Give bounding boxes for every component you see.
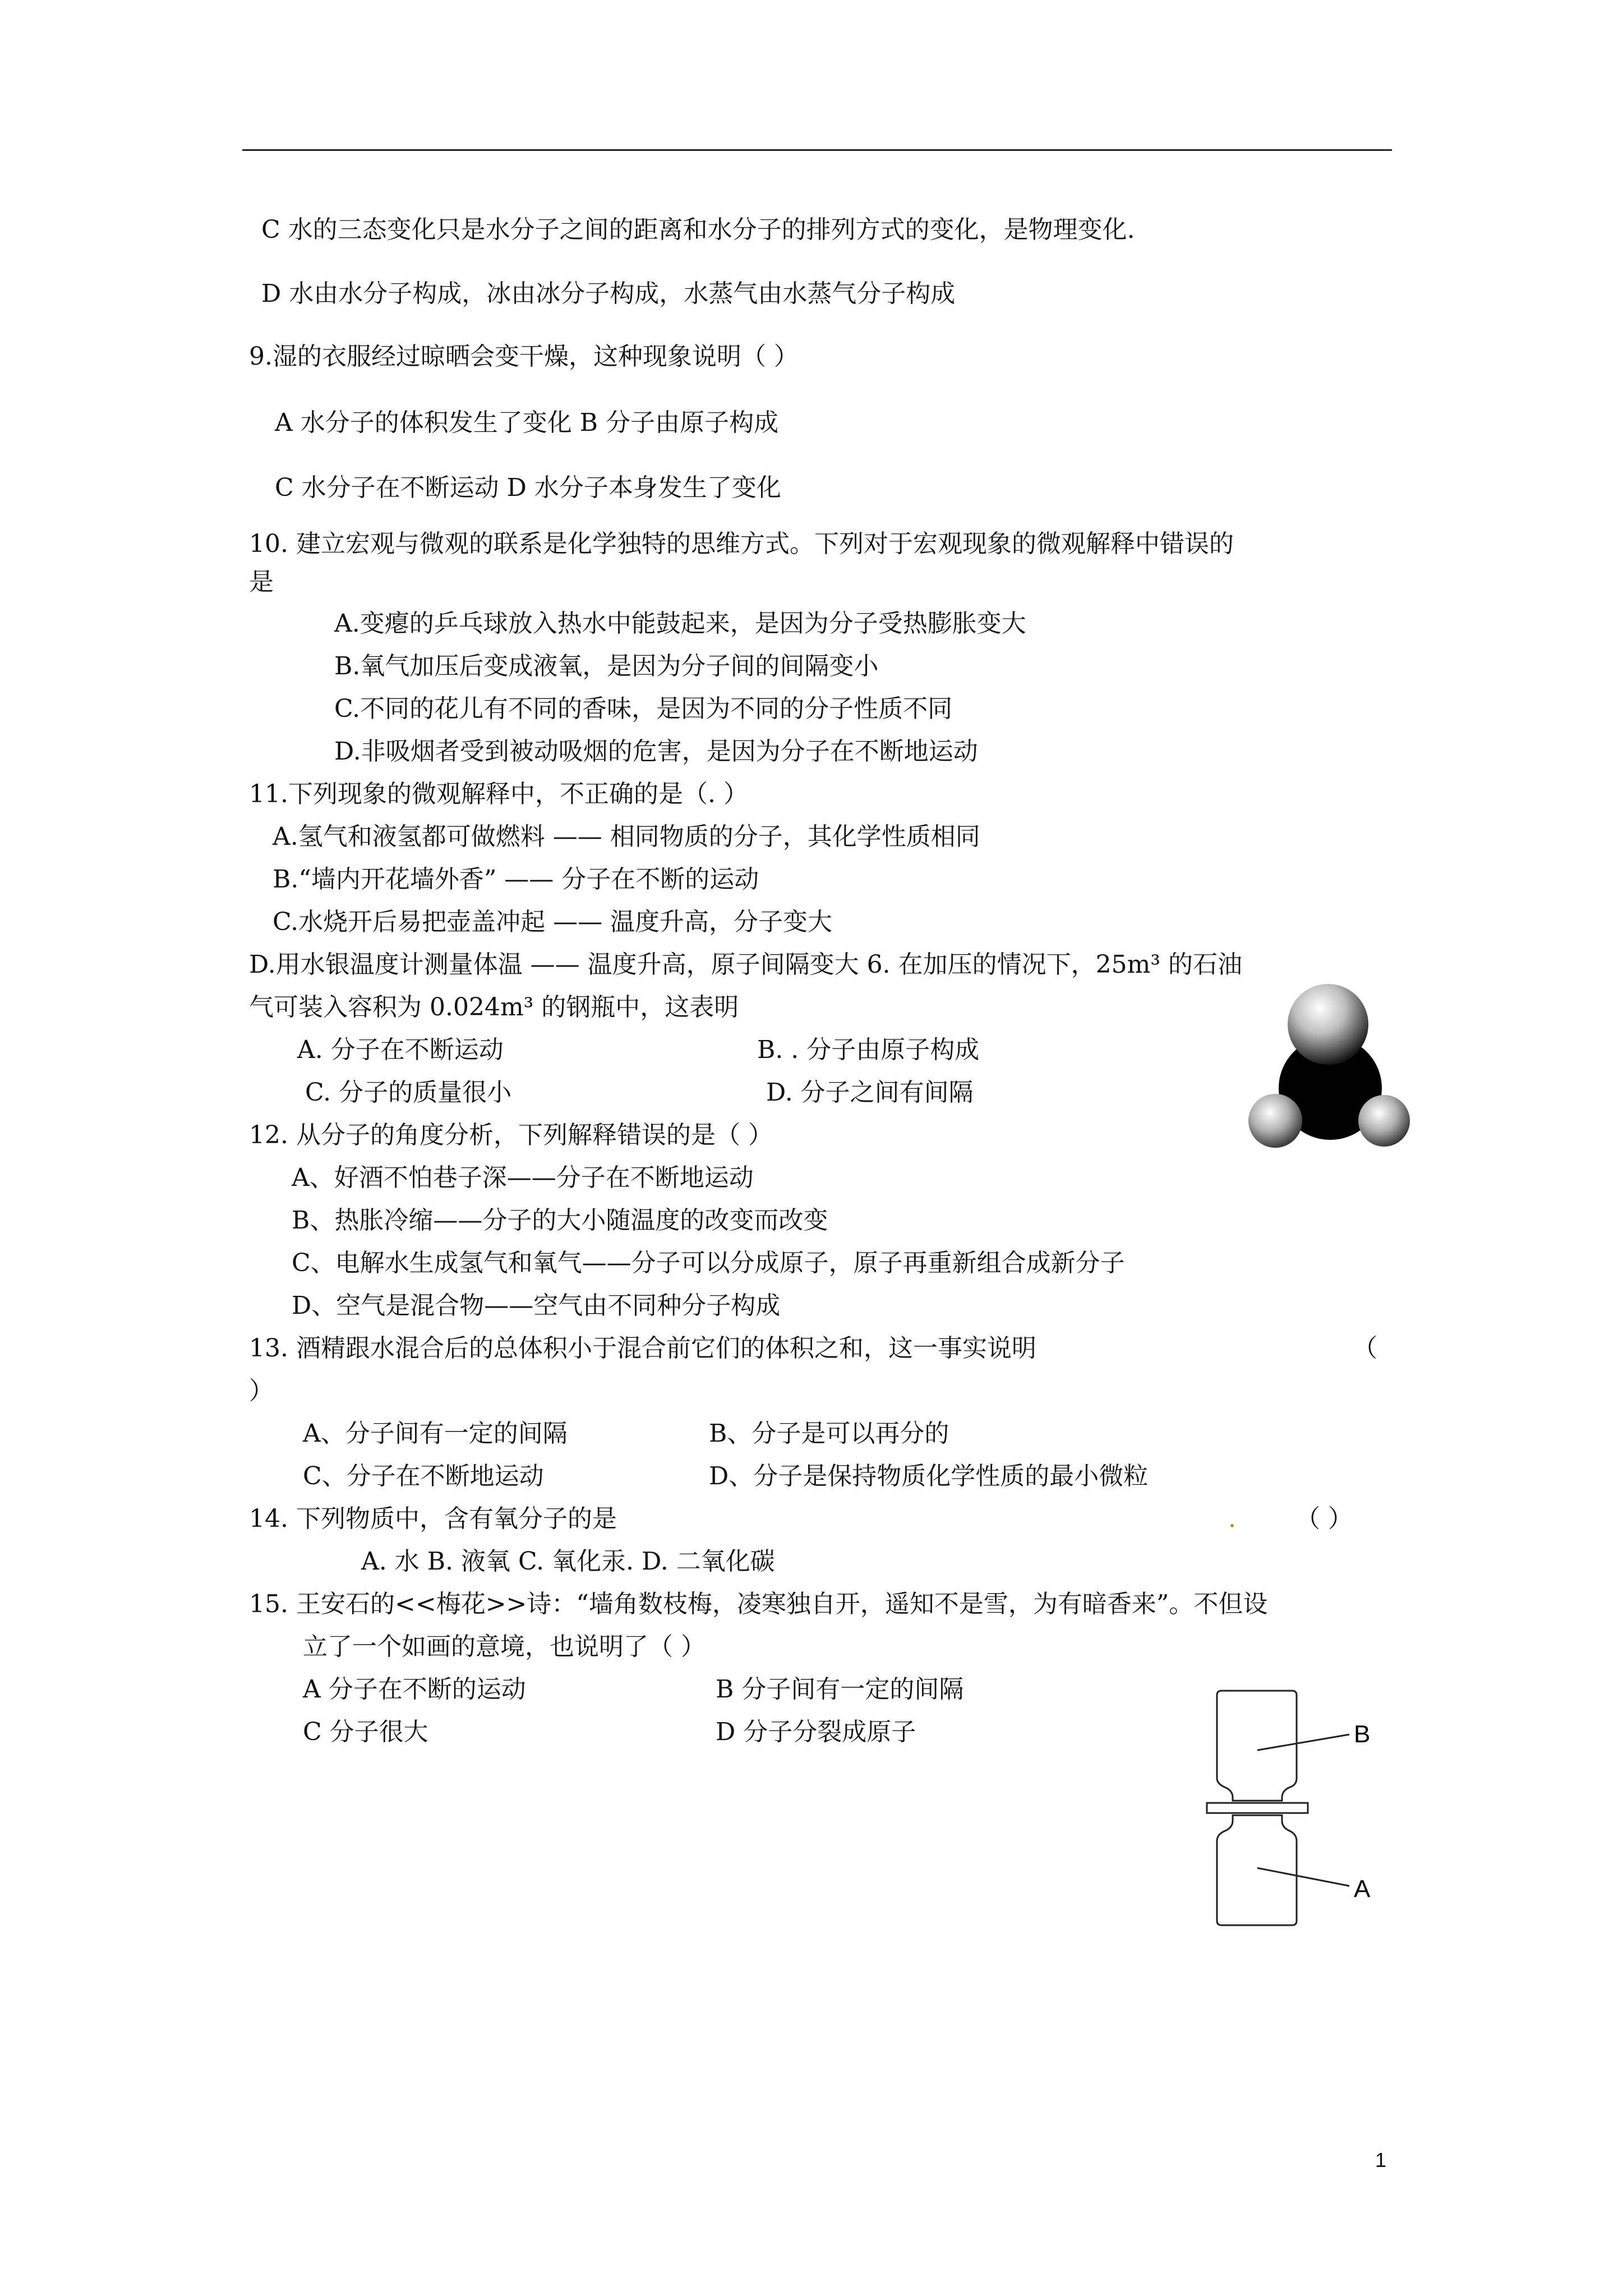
q9-options-ab: A 水分子的体积发生了变化 B 分子由原子构成 <box>275 408 779 437</box>
q11-option-d: D.用水银温度计测量体温 —— 温度升高，原子间隔变大 6. 在加压的情况下，25m³ 的石油 <box>249 950 1242 979</box>
label-line-a <box>1257 1868 1349 1886</box>
q11-option-c: C.水烧开后易把壶盖冲起 —— 温度升高，分子变大 <box>273 908 833 936</box>
q12-option-d: D、空气是混合物——空气由不同种分子构成 <box>292 1291 781 1320</box>
q10-stem: 10. 建立宏观与微观的联系是化学独特的思维方式。下列对于宏观现象的微观解释中错误的 <box>249 530 1234 558</box>
q8-option-d: D 水由水分子构成，冰由冰分子构成，水蒸气由水蒸气分子构成 <box>261 279 956 308</box>
q14-mark: . <box>1228 1504 1236 1533</box>
q15-option-a: A 分子在不断的运动 <box>303 1675 526 1704</box>
q13-paren-open: （ <box>1353 1334 1377 1363</box>
left-atom <box>1248 1094 1302 1148</box>
gas-jars-figure <box>1206 1688 1385 1930</box>
q6-stem-cont: 气可装入容积为 0.024m³ 的钢瓶中，这表明 <box>249 993 739 1022</box>
q13-option-a: A、分子间有一定的间隔 <box>303 1419 568 1448</box>
q8-option-c: C 水的三态变化只是水分子之间的距离和水分子的排列方式的变化，是物理变化. <box>261 215 1135 244</box>
glass-plate <box>1207 1803 1308 1813</box>
q14-options: A. 水 B. 液氧 C. 氧化汞. D. 二氧化碳 <box>361 1547 775 1576</box>
q6-option-a: A. 分子在不断运动 <box>297 1036 504 1064</box>
label-line-b <box>1257 1734 1349 1750</box>
q13-option-b: B、分子是可以再分的 <box>709 1419 949 1448</box>
q10-stem-cont: 是 <box>249 568 274 596</box>
q14-paren: （ ） <box>1295 1504 1353 1533</box>
q10-option-d: D.非吸烟者受到被动吸烟的危害，是因为分子在不断地运动 <box>334 737 978 766</box>
q9-options-cd: C 水分子在不断运动 D 水分子本身发生了变化 <box>275 473 781 502</box>
top-atom <box>1288 984 1368 1065</box>
q15-option-c: C 分子很大 <box>303 1718 428 1746</box>
q12-option-b: B、热胀冷缩——分子的大小随温度的改变而改变 <box>292 1206 828 1235</box>
right-atom <box>1358 1095 1410 1147</box>
q6-option-d: D. 分子之间有间隔 <box>766 1078 974 1107</box>
lower-jar <box>1217 1815 1297 1925</box>
q12-stem: 12. 从分子的角度分析，下列解释错误的是（ ） <box>249 1121 773 1149</box>
q10-option-a: A.变瘪的乒乓球放入热水中能鼓起来，是因为分子受热膨胀变大 <box>334 609 1026 638</box>
q9-stem: 9.湿的衣服经过晾晒会变干燥，这种现象说明（ ） <box>249 342 799 371</box>
header-rule <box>242 149 1392 151</box>
q11-option-b: B.“墙内开花墙外香” —— 分子在不断的运动 <box>273 865 759 894</box>
q12-option-a: A、好酒不怕巷子深——分子在不断地运动 <box>292 1163 754 1192</box>
q11-stem: 11.下列现象的微观解释中，不正确的是（. ） <box>249 780 748 808</box>
q6-option-c: C. 分子的质量很小 <box>305 1078 512 1107</box>
water-molecule-model <box>1245 970 1413 1156</box>
q6-option-b: B. . 分子由原子构成 <box>757 1036 980 1064</box>
q15-stem-cont: 立了一个如画的意境，也说明了（ ） <box>303 1632 706 1661</box>
q13-option-d: D、分子是保持物质化学性质的最小微粒 <box>709 1462 1149 1490</box>
q10-option-c: C.不同的花儿有不同的香味，是因为不同的分子性质不同 <box>334 694 953 723</box>
label-a: A <box>1354 1875 1371 1903</box>
q12-option-c: C、电解水生成氢气和氧气——分子可以分成原子，原子再重新组合成新分子 <box>292 1249 1125 1277</box>
q14-stem: 14. 下列物质中，含有氧分子的是 <box>249 1504 617 1533</box>
q13-option-c: C、分子在不断地运动 <box>303 1462 544 1490</box>
q15-option-b: B 分子间有一定的间隔 <box>716 1675 964 1704</box>
q13-paren-close: ） <box>249 1377 274 1405</box>
q15-option-d: D 分子分裂成原子 <box>716 1718 916 1746</box>
q11-option-a: A.氢气和液氢都可做燃料 —— 相同物质的分子，其化学性质相同 <box>273 822 980 851</box>
q13-stem: 13. 酒精跟水混合后的总体积小于混合前它们的体积之和，这一事实说明 <box>249 1334 1036 1363</box>
page-number: 1 <box>1375 2148 1387 2171</box>
q10-option-b: B.氧气加压后变成液氧，是因为分子间的间隔变小 <box>334 652 879 680</box>
label-b: B <box>1354 1720 1371 1748</box>
q15-stem: 15. 王安石的<<梅花>>诗：“墙角数枝梅，凌寒独自开，遥知不是雪，为有暗香来”。不但设 <box>249 1590 1268 1618</box>
